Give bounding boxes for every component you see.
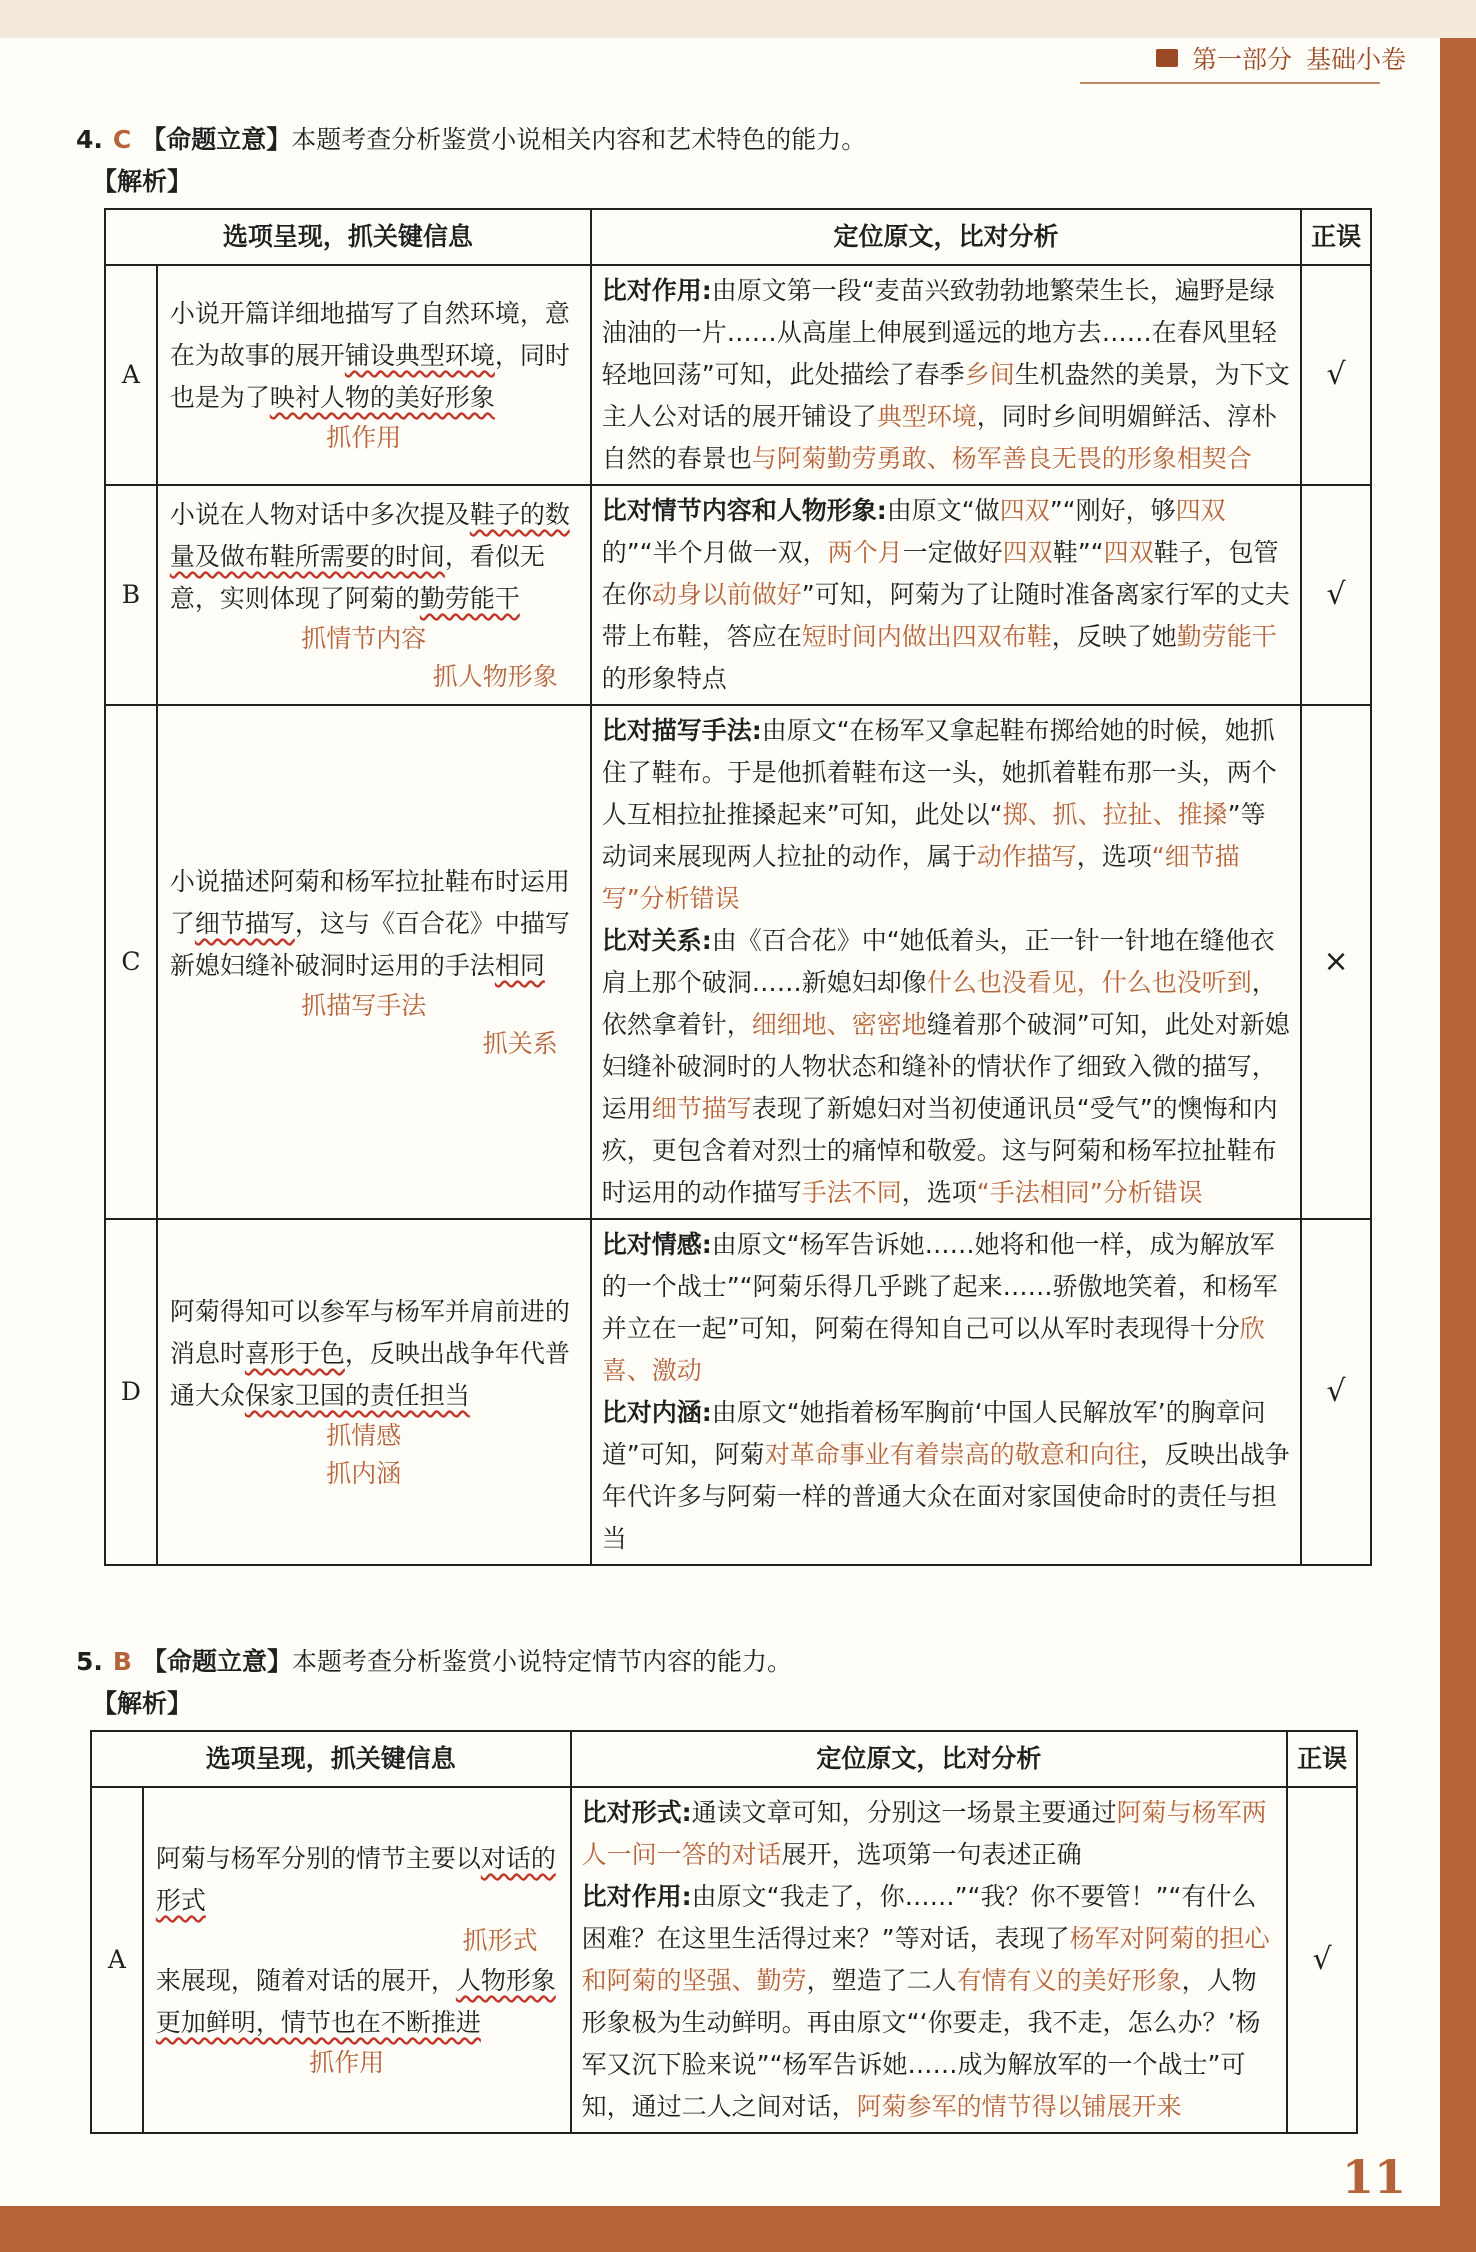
ana-key: 掷、抓、拉扯、推搡 xyxy=(1002,800,1228,829)
ana-key: 与阿菊勤劳勇敢、杨军善良无畏的形象相契合 xyxy=(751,444,1252,473)
ana-seg: 鞋子，包管在你 xyxy=(601,538,1279,609)
opt-seg: 小说描述阿菊和杨军拉扯鞋布时运用了 xyxy=(169,867,570,938)
option-text xyxy=(157,485,591,705)
ana-label: 比对作用: xyxy=(601,276,712,305)
ana-key: 杨军对阿菊的担心和阿菊的坚强、勤劳 xyxy=(581,1924,1270,1995)
q4-answer: C xyxy=(112,125,132,154)
ana-key: 对革命事业有着崇高的敬意和向往 xyxy=(764,1440,1140,1469)
ana-seg: 通读文章可知，分别这一场景主要通过 xyxy=(691,1798,1117,1827)
analysis-text xyxy=(591,265,1301,485)
ana-seg: 缝着那个破洞”可知，此处对新媳妇缝补破洞时的人物状态和缝补的情状作了细致入微的描写，运用 xyxy=(601,1010,1290,1123)
ana-seg: ”“刚好，够 xyxy=(1049,496,1176,525)
table-row xyxy=(105,265,1371,485)
q4-tag: 【命题立意】 xyxy=(141,125,292,154)
table-row xyxy=(91,1787,1357,2133)
ana-seg: 鞋”“ xyxy=(1052,538,1104,567)
ana-key: 手法不同 xyxy=(801,1178,902,1207)
ana-seg: ”可知，阿菊为了让随时准备离家行军的丈夫带上布鞋，答应在 xyxy=(601,580,1290,651)
q4-number: 4. xyxy=(76,125,103,154)
ana-key: “手法相同”分析错误 xyxy=(976,1178,1203,1207)
ana-seg: 的”“半个月做一双， xyxy=(601,538,828,567)
option-note: 抓描写手法 xyxy=(301,991,427,1020)
q5-col-option: 选项呈现，抓关键信息 xyxy=(91,1731,571,1787)
q5-tag: 【命题立意】 xyxy=(141,1647,292,1676)
q5-title xyxy=(76,1642,792,1678)
opt-seg: 小说在人物对话中多次提及 xyxy=(169,500,470,529)
option-note: 抓关系 xyxy=(482,1029,558,1058)
row-letter: A xyxy=(91,1787,143,2133)
option-text xyxy=(157,1219,591,1565)
ana-label: 比对情感: xyxy=(601,1230,712,1259)
q5-header-row xyxy=(91,1731,1357,1787)
ana-seg: 由原文“我走了，你……”“我？你不要管！”“有什么困难？在这里生活得过来？”等对话，表现了 xyxy=(581,1882,1257,1953)
ana-key: 四双 xyxy=(999,496,1050,525)
ana-seg: 由原文第一段“麦苗兴致勃勃地繁荣生长，遍野是绿油油的一片……从高崖上伸展到遥远的地方去……在春风里轻轻地回荡”可知，此处描绘了春季 xyxy=(601,276,1277,389)
ana-label: 比对关系: xyxy=(601,926,712,955)
q4-col-result: 正误 xyxy=(1301,209,1371,265)
opt-key: 勤劳能干 xyxy=(419,584,520,613)
ana-seg: 由原文“做 xyxy=(886,496,1000,525)
ana-seg: ，选项 xyxy=(1076,842,1152,871)
result-mark: √ xyxy=(1301,265,1371,485)
opt-key: 映衬人物的美好形象 xyxy=(269,383,495,412)
row-letter: D xyxy=(105,1219,157,1565)
ana-seg: ，反映了她 xyxy=(1051,622,1177,651)
opt-seg: 阿菊得知可以参军与杨军并肩前进的消息时 xyxy=(169,1297,570,1368)
ana-seg: 表现了新媳妇对当初使通讯员“受气”的懊悔和内疚，更包含着对烈士的痛悼和敬爱。这与阿菊和杨军拉扯鞋布时运用的动作描写 xyxy=(601,1094,1278,1207)
q4-title xyxy=(76,120,866,156)
option-note: 抓作用 xyxy=(326,423,402,452)
ana-key: 动作描写 xyxy=(976,842,1077,871)
ana-seg: 由原文“在杨军又拿起鞋布掷给她的时候，她抓住了鞋布。于是他抓着鞋布这一头，她抓着鞋布那一头，两个人互相拉扯推搡起来”可知，此处以“ xyxy=(601,716,1277,829)
ana-key: 四双 xyxy=(1002,538,1053,567)
ana-key: 细细地、密密地 xyxy=(751,1010,927,1039)
ana-seg: 由原文“她指着杨军胸前‘中国人民解放军’的胸章问道”可知，阿菊 xyxy=(601,1398,1266,1469)
ana-seg: 由原文“杨军告诉她……她将和他一样，成为解放军的一个战士”“阿菊乐得几乎跳了起来……骄傲地笑着，和杨军并立在一起”可知，阿菊在得知自己可以从军时表现得十分 xyxy=(601,1230,1278,1343)
ana-seg: 生机盎然的美景，为下文主人公对话的展开铺设了 xyxy=(601,360,1290,431)
analysis-text xyxy=(591,485,1301,705)
result-mark: √ xyxy=(1287,1787,1357,2133)
option-note: 抓形式 xyxy=(462,1926,538,1955)
ana-seg: ，人物形象极为生动鲜明。再由原文“‘你要走，我不走，怎么办？’杨军又沉下脸来说”“杨军告诉她……成为解放军的一个战士”可知，通过二人之间对话， xyxy=(581,1966,1261,2121)
row-letter: B xyxy=(105,485,157,705)
ana-key: 四双 xyxy=(1175,496,1226,525)
result-mark: × xyxy=(1301,705,1371,1219)
ana-key: 两个月 xyxy=(827,538,903,567)
ana-seg: ，同时乡间明媚鲜活、淳朴自然的春景也 xyxy=(601,402,1277,473)
analysis-text xyxy=(571,1787,1288,2133)
opt-seg: ，看似无意，实则体现了阿菊的 xyxy=(169,542,545,613)
ana-seg: ，依然拿着针， xyxy=(601,968,1277,1039)
ana-key: 什么也没看见，什么也没听到 xyxy=(926,968,1252,997)
q4-intent: 本题考查分析鉴赏小说相关内容和艺术特色的能力。 xyxy=(291,125,867,154)
page-number: 11 xyxy=(1341,2150,1406,2204)
option-note: 抓情感 xyxy=(326,1421,402,1450)
ana-label: 比对作用: xyxy=(581,1882,692,1911)
q5-number: 5. xyxy=(76,1647,103,1676)
q5-col-result: 正误 xyxy=(1287,1731,1357,1787)
ana-key: 有情有义的美好形象 xyxy=(956,1966,1182,1995)
header-divider xyxy=(1080,82,1380,84)
ana-key: 阿菊与杨军两人一问一答的对话 xyxy=(581,1798,1267,1869)
analysis-text xyxy=(591,1219,1301,1565)
q4-header-row xyxy=(105,209,1371,265)
ana-label: 比对描写手法: xyxy=(601,716,762,745)
option-note: 抓情节内容 xyxy=(301,624,427,653)
ana-seg: ，反映出战争年代许多与阿菊一样的普通大众在面对家国使命时的责任与担当 xyxy=(601,1440,1290,1553)
ana-key: 阿菊参军的情节得以铺展开来 xyxy=(856,2092,1182,2121)
q5-intent: 本题考查分析鉴赏小说特定情节内容的能力。 xyxy=(291,1647,792,1676)
header-section: 基础小卷 xyxy=(1305,45,1406,74)
ana-key: 短时间内做出四双布鞋 xyxy=(801,622,1052,651)
analysis-text xyxy=(591,705,1301,1219)
option-text xyxy=(143,1787,571,2133)
opt-key: 人物形象更加鲜明，情节也在不断推进 xyxy=(155,1966,556,2037)
option-text xyxy=(157,705,591,1219)
option-text xyxy=(157,265,591,485)
ana-seg: 展开，选项第一句表述正确 xyxy=(781,1840,1082,1869)
opt-key: 鞋子的数量及做布鞋所需要的时间 xyxy=(169,500,570,571)
opt-key: 保家卫国的责任担当 xyxy=(244,1381,470,1410)
ana-key: 细节描写 xyxy=(651,1094,752,1123)
q4-table xyxy=(104,208,1372,1566)
q5-table xyxy=(90,1730,1358,2134)
opt-seg: 小说开篇详细地描写了自然环境，意在为故事的展开 xyxy=(169,299,570,370)
opt-key: 喜形于色 xyxy=(244,1339,345,1368)
ana-key: “细节描写”分析错误 xyxy=(601,842,1240,913)
result-mark: √ xyxy=(1301,1219,1371,1565)
row-letter: A xyxy=(105,265,157,485)
ana-key: 欣喜、激动 xyxy=(601,1314,1265,1385)
ana-seg: ，选项 xyxy=(901,1178,977,1207)
q4-col-option: 选项呈现，抓关键信息 xyxy=(105,209,591,265)
option-note: 抓内涵 xyxy=(326,1459,402,1488)
opt-seg: ，反映出战争年代普通大众 xyxy=(169,1339,570,1410)
ana-seg: 一定做好 xyxy=(902,538,1003,567)
q4-jiexi: 【解析】 xyxy=(92,167,193,196)
ana-seg: 的形象特点 xyxy=(601,664,727,693)
ana-key: 勤劳能干 xyxy=(1176,622,1277,651)
ana-key: 乡间 xyxy=(964,360,1015,389)
option-note: 抓作用 xyxy=(309,2048,385,2077)
ana-label: 比对形式: xyxy=(581,1798,692,1827)
ana-key: 四双 xyxy=(1103,538,1154,567)
ana-seg: ，塑造了二人 xyxy=(806,1966,957,1995)
table-row xyxy=(105,485,1371,705)
q5-jiexi: 【解析】 xyxy=(92,1689,193,1718)
opt-seg: ，这与《百合花》中描写新媳妇缝补破洞时运用的手法 xyxy=(169,909,570,980)
ana-key: 典型环境 xyxy=(876,402,977,431)
option-note: 抓人物形象 xyxy=(432,662,558,691)
page-header xyxy=(1156,40,1406,76)
q5-answer: B xyxy=(112,1647,132,1676)
ana-label: 比对内涵: xyxy=(601,1398,712,1427)
result-mark: √ xyxy=(1301,485,1371,705)
opt-key: 相同 xyxy=(494,951,545,980)
opt-seg: 阿菊与杨军分别的情节主要以 xyxy=(155,1844,481,1873)
opt-seg: ，同时也是为了 xyxy=(169,341,570,412)
q4-col-analysis: 定位原文，比对分析 xyxy=(591,209,1301,265)
opt-key: 对话的形式 xyxy=(155,1844,556,1915)
opt-key: 细节描写 xyxy=(194,909,295,938)
top-strip xyxy=(0,0,1476,38)
ana-key: 动身以前做好 xyxy=(651,580,802,609)
opt-seg: 来展现，随着对话的展开， xyxy=(155,1966,456,1995)
ana-seg: 由《百合花》中“她低着头，正一针一针地在缝他衣肩上那个破洞……新媳妇却像 xyxy=(601,926,1275,997)
table-row xyxy=(105,1219,1371,1565)
table-row xyxy=(105,705,1371,1219)
q5-col-analysis: 定位原文，比对分析 xyxy=(571,1731,1288,1787)
opt-key: 铺设典型环境 xyxy=(344,341,495,370)
book-icon xyxy=(1156,49,1178,67)
header-part: 第一部分 xyxy=(1191,45,1292,74)
ana-label: 比对情节内容和人物形象: xyxy=(601,496,887,525)
ana-seg: ”等动词来展现两人拉扯的动作，属于 xyxy=(601,800,1266,871)
row-letter: C xyxy=(105,705,157,1219)
